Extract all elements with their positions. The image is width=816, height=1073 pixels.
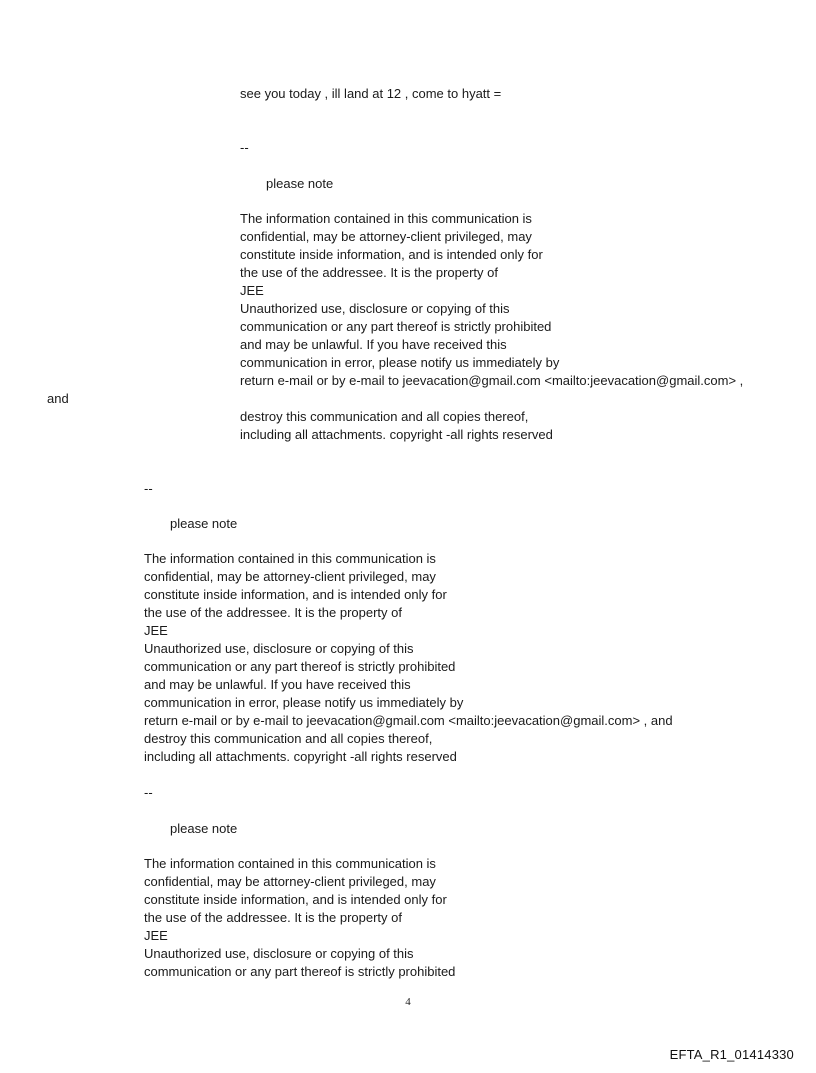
message-line: see you today , ill land at 12 , come to hyatt = — [240, 86, 502, 101]
disclaimer-line: communication in error, please notify us immediately by — [144, 695, 464, 710]
disclaimer-line: communication or any part thereof is strictly prohibited — [144, 964, 456, 979]
disclaimer-line: the use of the addressee. It is the property of — [144, 910, 402, 925]
disclaimer-line: communication or any part thereof is strictly prohibited — [144, 659, 456, 674]
disclaimer-line: return e-mail or by e-mail to jeevacation@gmail.com <mailto:jeevacation@gmail.com> , — [240, 373, 744, 388]
disclaimer-line: including all attachments. copyright -all rights reserved — [144, 749, 457, 764]
disclaimer-heading: please note — [170, 821, 238, 836]
disclaimer-line: including all attachments. copyright -all rights reserved — [240, 427, 553, 442]
disclaimer-line: Unauthorized use, disclosure or copying of this — [240, 301, 510, 316]
disclaimer-line: JEE — [144, 623, 168, 638]
disclaimer-line: constitute inside information, and is intended only for — [144, 892, 447, 907]
bates-number: EFTA_R1_01414330 — [669, 1047, 794, 1062]
separator: -- — [240, 140, 249, 155]
disclaimer-line: The information contained in this communication is — [240, 211, 532, 226]
disclaimer-line: confidential, may be attorney-client privileged, may — [144, 569, 436, 584]
disclaimer-line: communication or any part thereof is strictly prohibited — [240, 319, 552, 334]
disclaimer-line: and may be unlawful. If you have received this — [144, 677, 411, 692]
disclaimer-line: The information contained in this communication is — [144, 551, 436, 566]
disclaimer-line: confidential, may be attorney-client privileged, may — [240, 229, 532, 244]
disclaimer-heading: please note — [170, 516, 238, 531]
disclaimer-line: the use of the addressee. It is the property of — [240, 265, 498, 280]
disclaimer-line: Unauthorized use, disclosure or copying of this — [144, 641, 414, 656]
disclaimer-line: Unauthorized use, disclosure or copying of this — [144, 946, 414, 961]
disclaimer-line: The information contained in this communication is — [144, 856, 436, 871]
page-number: 4 — [405, 996, 411, 1008]
disclaimer-line: constitute inside information, and is intended only for — [240, 247, 543, 262]
disclaimer-line: communication in error, please notify us immediately by — [240, 355, 560, 370]
disclaimer-line: destroy this communication and all copies thereof, — [144, 731, 433, 746]
disclaimer-line: return e-mail or by e-mail to jeevacation@gmail.com <mailto:jeevacation@gmail.com> , and — [144, 713, 673, 728]
disclaimer-line-wrap: and — [47, 391, 69, 406]
disclaimer-heading: please note — [266, 176, 334, 191]
disclaimer-line: destroy this communication and all copies thereof, — [240, 409, 529, 424]
disclaimer-line: and may be unlawful. If you have received this — [240, 337, 507, 352]
disclaimer-line: constitute inside information, and is intended only for — [144, 587, 447, 602]
disclaimer-line: JEE — [144, 928, 168, 943]
disclaimer-line: the use of the addressee. It is the property of — [144, 605, 402, 620]
separator: -- — [144, 785, 153, 800]
disclaimer-line: JEE — [240, 283, 264, 298]
separator: -- — [144, 481, 153, 496]
disclaimer-line: confidential, may be attorney-client privileged, may — [144, 874, 436, 889]
